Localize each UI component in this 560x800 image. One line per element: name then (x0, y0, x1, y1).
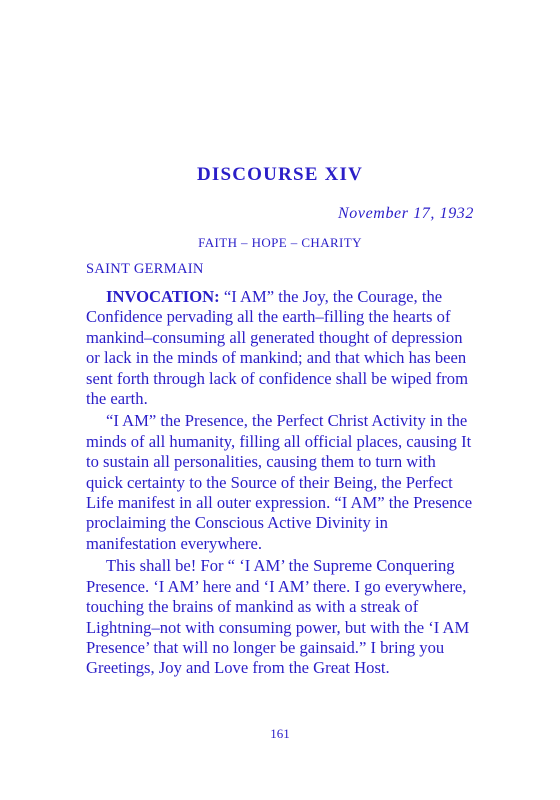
speaker-name: SAINT GERMAIN (86, 261, 204, 277)
invocation-text: “I AM” the Joy, the Courage, the Confidence pervading all the earth–filling the hearts of mankind–consuming all generated thought of depression or lack in the minds of mankind; and that which has been sent forth through lack of confidence shall be wiped from the earth. (86, 287, 468, 409)
discourse-title: DISCOURSE XIV (196, 164, 364, 185)
paragraph-invocation (86, 287, 476, 409)
paragraph-presence: “I AM” the Presence, the Perfect Christ Activity in the minds of all humanity, filling all official places, causing It to sustain all personalities, causing them to turn with quick certainty to the Source of their Being, the Perfect Life manifest in all outer expression. “I AM” the Presence proclaiming the Conscious Active Divinity in manifestation everywhere. (86, 411, 473, 553)
invocation-label: INVOCATION: (106, 287, 220, 306)
discourse-subtitle: FAITH – HOPE – CHARITY (198, 235, 362, 250)
page-number: 161 (270, 726, 290, 741)
discourse-date: November 17, 1932 (338, 205, 474, 222)
paragraph-conquering: This shall be! For “ ‘I AM’ the Supreme Conquering Presence. ‘I AM’ here and ‘I AM’ there. I go everywhere, touching the brains of mankind as with a streak of Lightning–not with consuming power, but with the ‘I AM Presence’ that will no longer be gainsaid.” I bring you Greetings, Joy and Love from the Great Host. (86, 556, 470, 678)
discourse-body (86, 287, 476, 679)
